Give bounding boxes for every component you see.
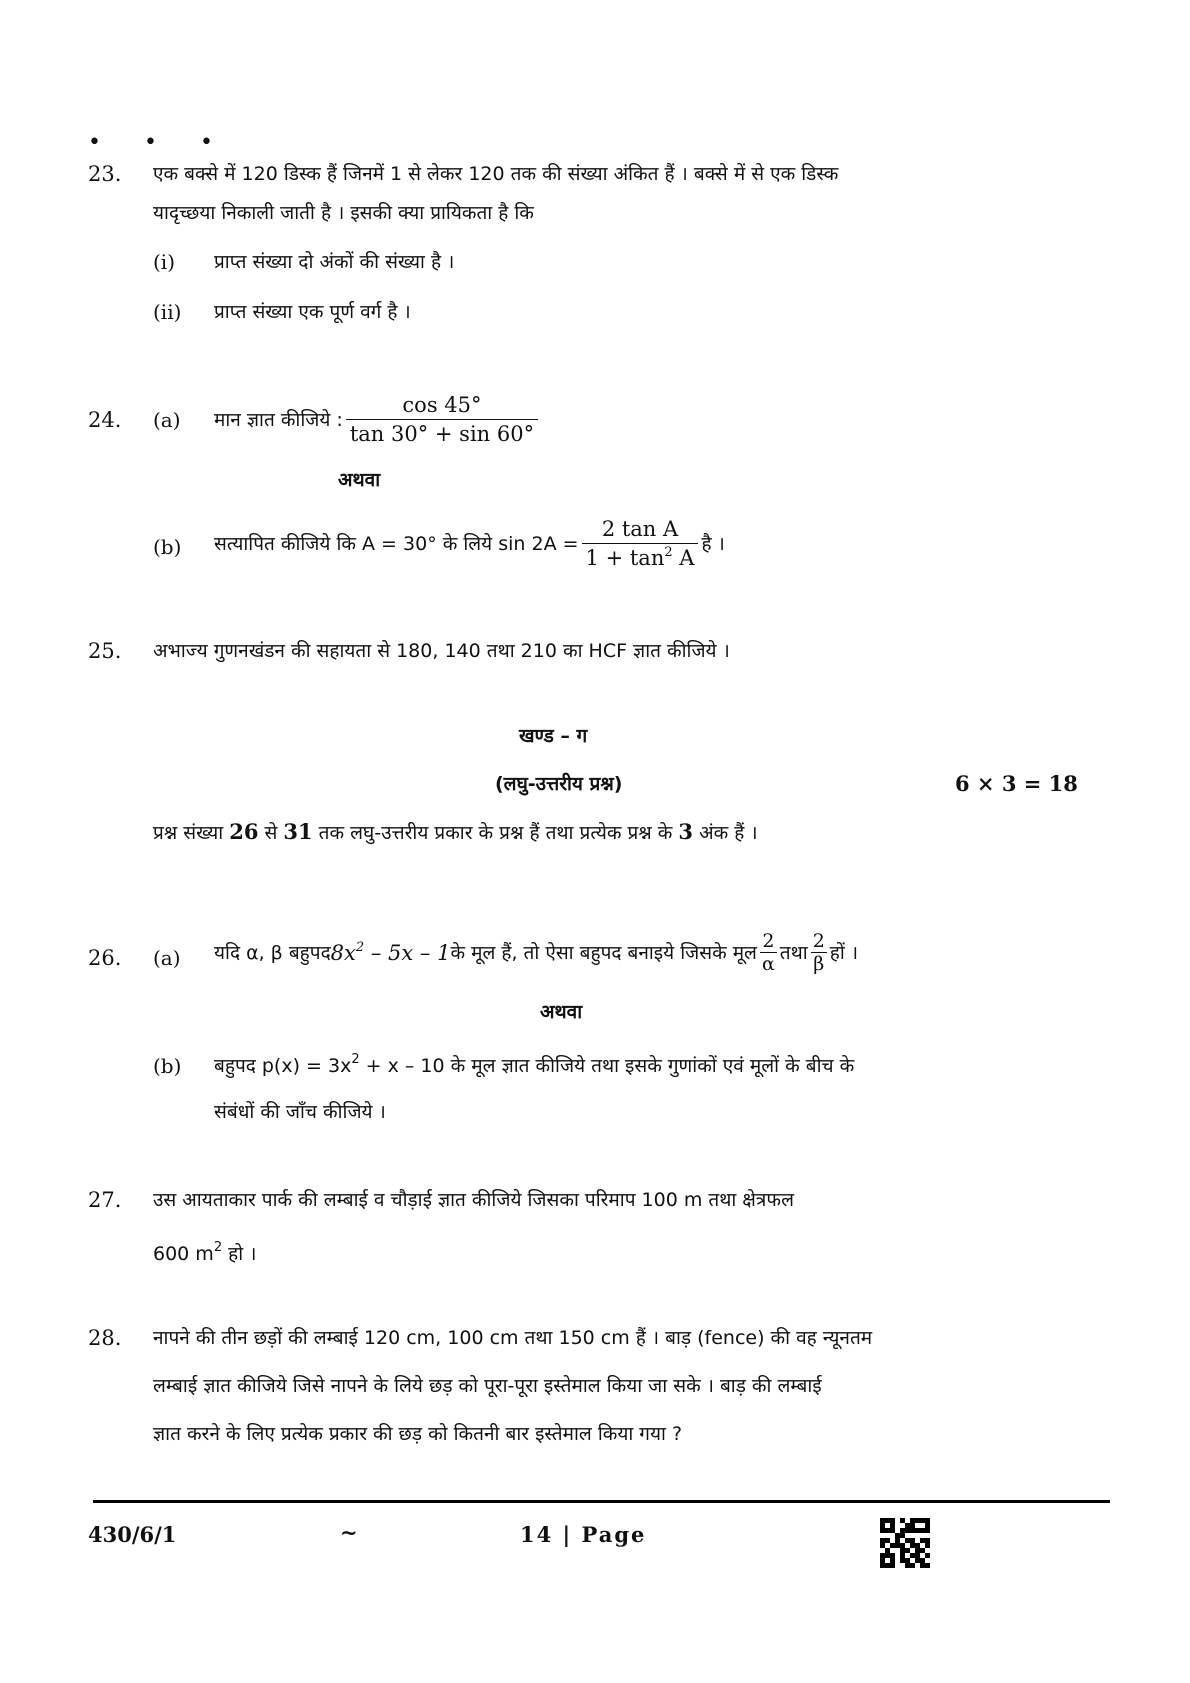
or-separator: अथवा <box>540 1001 583 1023</box>
fraction-denominator: α <box>761 953 775 975</box>
question-number: 26. <box>88 946 122 970</box>
exponent: 2 <box>355 939 365 955</box>
section-instructions <box>153 818 758 847</box>
instruction-text: अंक हैं । <box>693 822 758 844</box>
part-text: के मूल हैं, तो ऐसा बहुपद बनाइये जिसके मूल <box>450 941 757 964</box>
page-number: 14 | Page <box>520 1522 647 1547</box>
tilde-mark: ~ <box>340 1520 358 1545</box>
question-text: यादृच्छया निकाली जाती है । इसकी क्या प्रायिकता है कि <box>153 202 534 224</box>
denominator-text: 1 + tan <box>585 546 665 570</box>
paper-code: 430/6/1 <box>88 1522 177 1547</box>
part-text: सत्यापित कीजिये कि A = 30° के लिये sin 2A = <box>214 532 579 555</box>
part-text: तथा <box>779 941 808 964</box>
question-number: 28. <box>88 1326 122 1350</box>
instruction-text: प्रश्न संख्या <box>153 822 230 844</box>
part-label: (a) <box>153 946 181 970</box>
qr-code-icon <box>880 1518 930 1568</box>
question-text: उस आयताकार पार्क की लम्बाई व चौड़ाई ज्ञात कीजिये जिसका परिमाप 100 m तथा क्षेत्रफल <box>153 1189 794 1211</box>
fraction-denominator <box>582 544 699 571</box>
part-text-end: है । <box>701 532 725 555</box>
part-a-content <box>214 392 541 447</box>
part-label: (b) <box>153 535 182 559</box>
section-marks: 6 × 3 = 18 <box>955 771 1078 796</box>
fraction <box>582 516 699 571</box>
question-text <box>153 1240 256 1268</box>
section-subtitle: (लघु-उत्तरीय प्रश्न) <box>495 773 623 795</box>
fraction-numerator: 2 tan A <box>582 516 699 544</box>
footer-rule <box>93 1500 1110 1503</box>
part-text: यदि α, β बहुपद <box>214 941 331 964</box>
question-text: नापने की तीन छड़ों की लम्बाई 120 cm, 100 cm तथा 150 cm हैं । बाड़ (fence) की वह न्यूनतम <box>153 1327 873 1349</box>
part-text: प्राप्त संख्या दो अंकों की संख्या है । <box>214 251 455 273</box>
question-text: लम्बाई ज्ञात कीजिये जिसे नापने के लिये छड़ को पूरा-पूरा इस्तेमाल किया जा सके । बाड़ की लम्बाई <box>153 1375 822 1397</box>
part-text-end: हों । <box>829 941 859 964</box>
instruction-number: 26 <box>229 819 259 844</box>
section-title: खण्ड – ग <box>519 725 588 747</box>
poly-term: – 5x – 1 <box>364 940 451 965</box>
fraction-denominator: β <box>813 953 825 975</box>
part-text: मान ज्ञात कीजिये : <box>214 408 343 431</box>
question-number: 25. <box>88 639 122 663</box>
question-text: अभाज्य गुणनखंडन की सहायता से 180, 140 तथा 210 का HCF ज्ञात कीजिये । <box>153 640 730 662</box>
part-label: (b) <box>153 1054 182 1078</box>
poly-term: 8x <box>330 940 356 965</box>
area-value: 600 m <box>153 1243 214 1265</box>
exponent: 2 <box>213 1240 223 1255</box>
instruction-number: 31 <box>283 819 313 844</box>
fraction <box>811 930 827 975</box>
part-text-pre: बहुपद p(x) = 3x <box>214 1055 352 1077</box>
question-text: ज्ञात करने के लिए प्रत्येक प्रकार की छड़ को कितनी बार इस्तेमाल किया गया ? <box>153 1423 683 1445</box>
part-label: (a) <box>153 408 181 432</box>
exponent: 2 <box>664 545 673 560</box>
part-text: प्राप्त संख्या एक पूर्ण वर्ग है । <box>214 301 411 323</box>
fraction-numerator: 2 <box>760 930 777 953</box>
fraction-denominator: tan 30° + sin 60° <box>349 422 535 446</box>
part-text <box>214 1052 854 1080</box>
exponent: 2 <box>351 1052 360 1067</box>
instruction-number: 3 <box>678 819 694 844</box>
part-b-content <box>214 516 725 571</box>
fraction <box>346 392 538 447</box>
question-text: एक बक्से में 120 डिस्क हैं जिनमें 1 से लेकर 120 तक की संख्या अंकित हैं । बक्से में से एक डिस्क <box>153 163 839 185</box>
question-text-end: हो । <box>222 1243 257 1265</box>
part-text-post: + x – 10 के मूल ज्ञात कीजिये तथा इसके गुणांकों एवं मूलों के बीच के <box>359 1055 855 1077</box>
instruction-text: से <box>258 822 284 844</box>
part-a-content <box>214 930 858 975</box>
continuation-marker: • • • <box>88 130 231 155</box>
part-label: (i) <box>153 250 176 274</box>
part-text: संबंधों की जाँच कीजिये । <box>214 1101 386 1123</box>
polynomial <box>331 939 451 967</box>
part-label: (ii) <box>153 300 182 324</box>
fraction <box>760 930 777 975</box>
denominator-text: A <box>672 546 695 570</box>
instruction-text: तक लघु-उत्तरीय प्रकार के प्रश्न हैं तथा प्रत्येक प्रश्न के <box>312 822 679 844</box>
question-number: 27. <box>88 1188 122 1212</box>
fraction-numerator: 2 <box>812 930 825 952</box>
question-number: 23. <box>88 162 122 186</box>
question-number: 24. <box>88 408 122 432</box>
or-separator: अथवा <box>338 469 381 491</box>
fraction-numerator: cos 45° <box>346 392 538 420</box>
